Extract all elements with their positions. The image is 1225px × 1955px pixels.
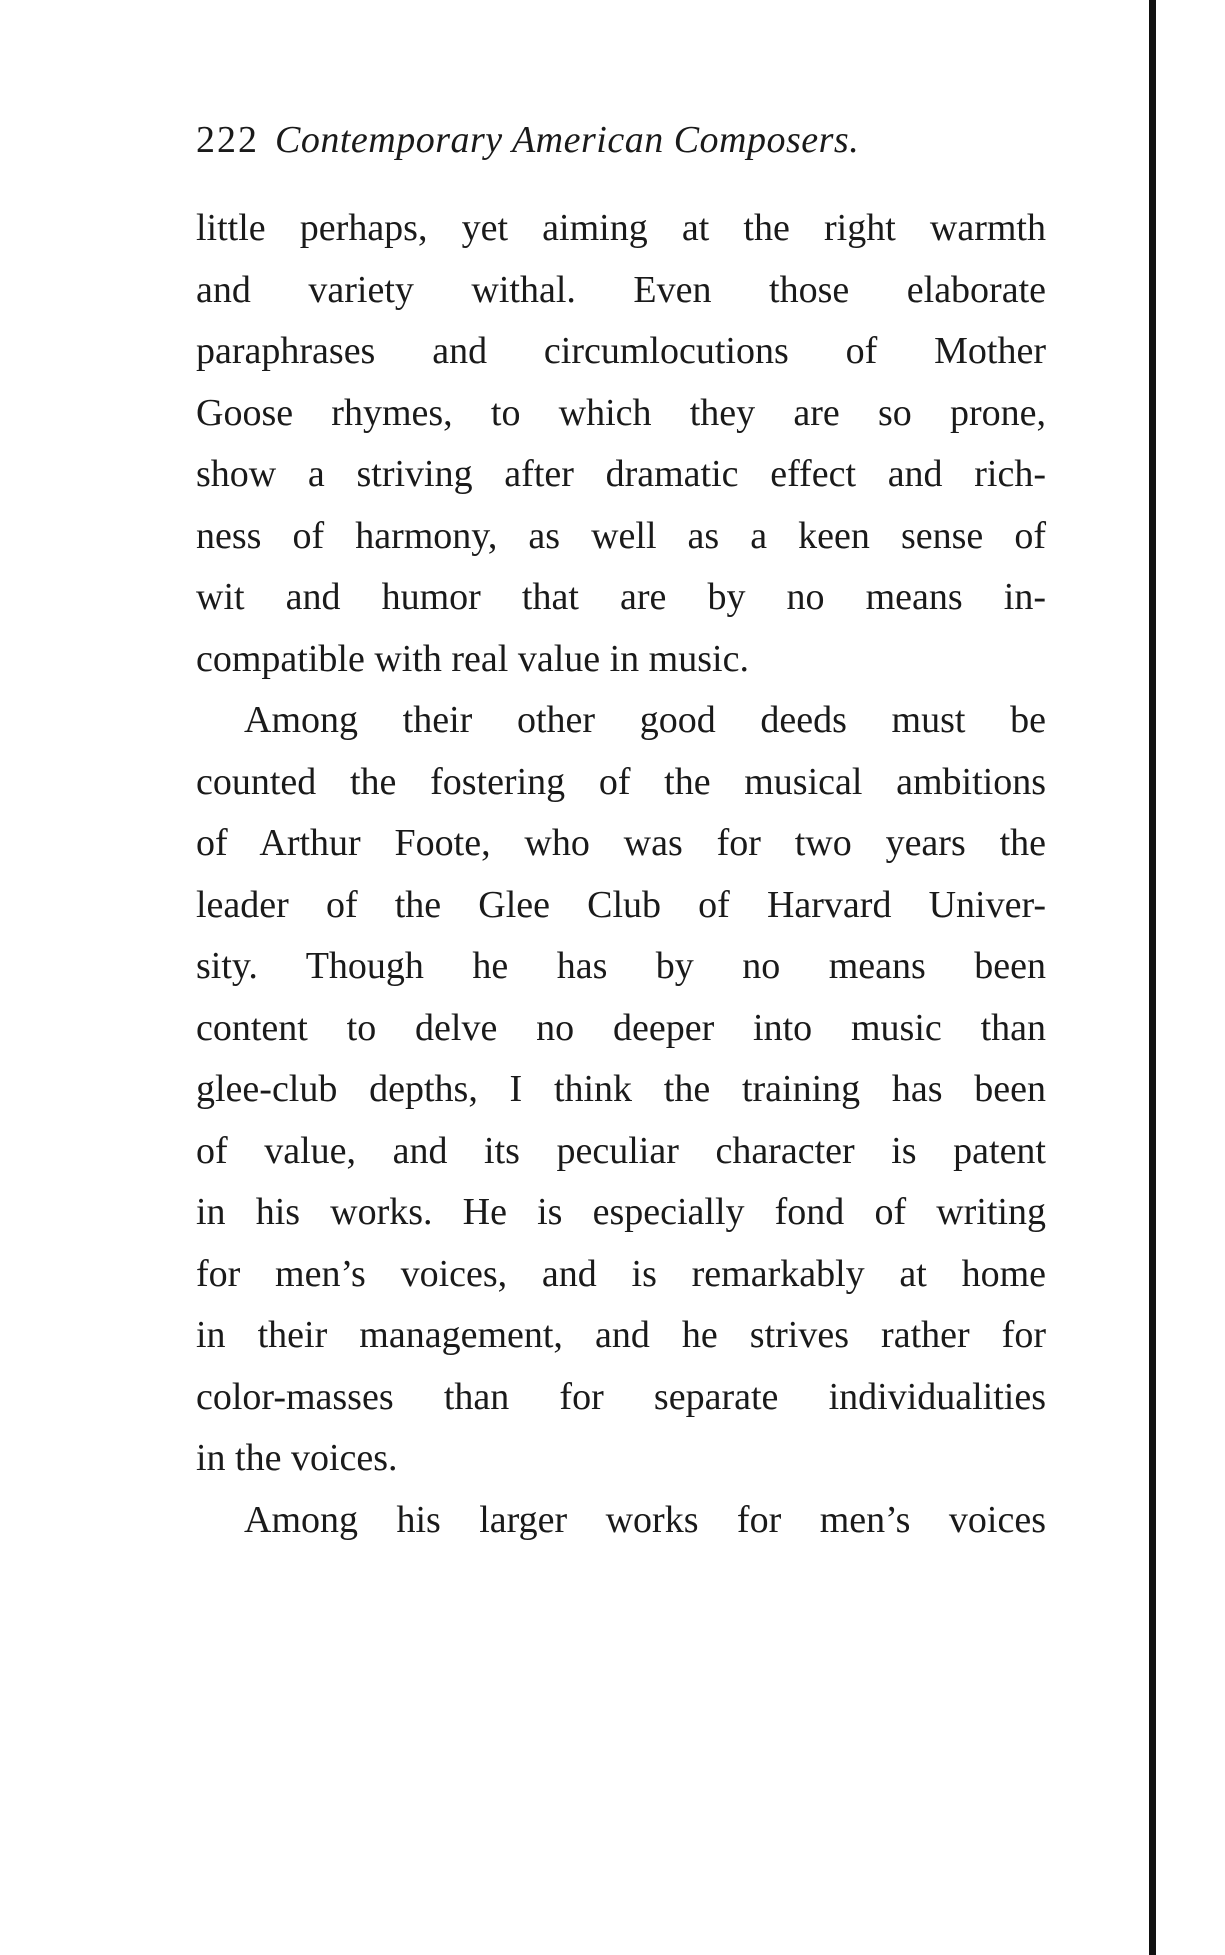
text-line: of value, and its peculiar character is patent bbox=[196, 1129, 1046, 1172]
text-line: content to delve no deeper into music than bbox=[196, 1006, 1046, 1049]
page-edge-rule bbox=[1149, 0, 1156, 1955]
text-line: wit and humor that are by no means in- bbox=[196, 576, 1046, 618]
text-line: in the voices. bbox=[196, 1437, 398, 1479]
text-line: counted the fostering of the musical ambitions bbox=[196, 760, 1046, 803]
page-number: 222 bbox=[196, 119, 259, 161]
running-title: Contemporary American Composers. bbox=[275, 119, 860, 161]
text-line: color-masses than for separate individualities bbox=[196, 1375, 1046, 1418]
text-line: of Arthur Foote, who was for two years the bbox=[196, 822, 1046, 864]
text-line: Goose rhymes, to which they are so prone, bbox=[196, 391, 1046, 434]
text-line: ness of harmony, as well as a keen sense of bbox=[196, 514, 1046, 557]
text-line: and variety withal. Even those elaborate bbox=[196, 268, 1046, 311]
text-line: for men’s voices, and is remarkably at home bbox=[196, 1252, 1046, 1295]
text-line: compatible with real value in music. bbox=[196, 637, 749, 680]
text-line: show a striving after dramatic effect and rich- bbox=[196, 453, 1046, 495]
text-line: in his works. He is especially fond of writing bbox=[196, 1191, 1046, 1233]
text-line: Among his larger works for men’s voices bbox=[244, 1498, 1046, 1541]
running-head bbox=[196, 112, 1076, 168]
body-text bbox=[196, 198, 1046, 1551]
text-line: sity. Though he has by no means been bbox=[196, 945, 1046, 987]
text-line: Among their other good deeds must be bbox=[244, 699, 1046, 741]
text-line: little perhaps, yet aiming at the right warmth bbox=[196, 207, 1046, 249]
text-line: leader of the Glee Club of Harvard Univer- bbox=[196, 883, 1046, 926]
text-line: glee-club depths, I think the training has been bbox=[196, 1068, 1046, 1110]
text-line: in their management, and he strives rather for bbox=[196, 1314, 1046, 1356]
text-line: paraphrases and circumlocutions of Mother bbox=[196, 330, 1046, 372]
